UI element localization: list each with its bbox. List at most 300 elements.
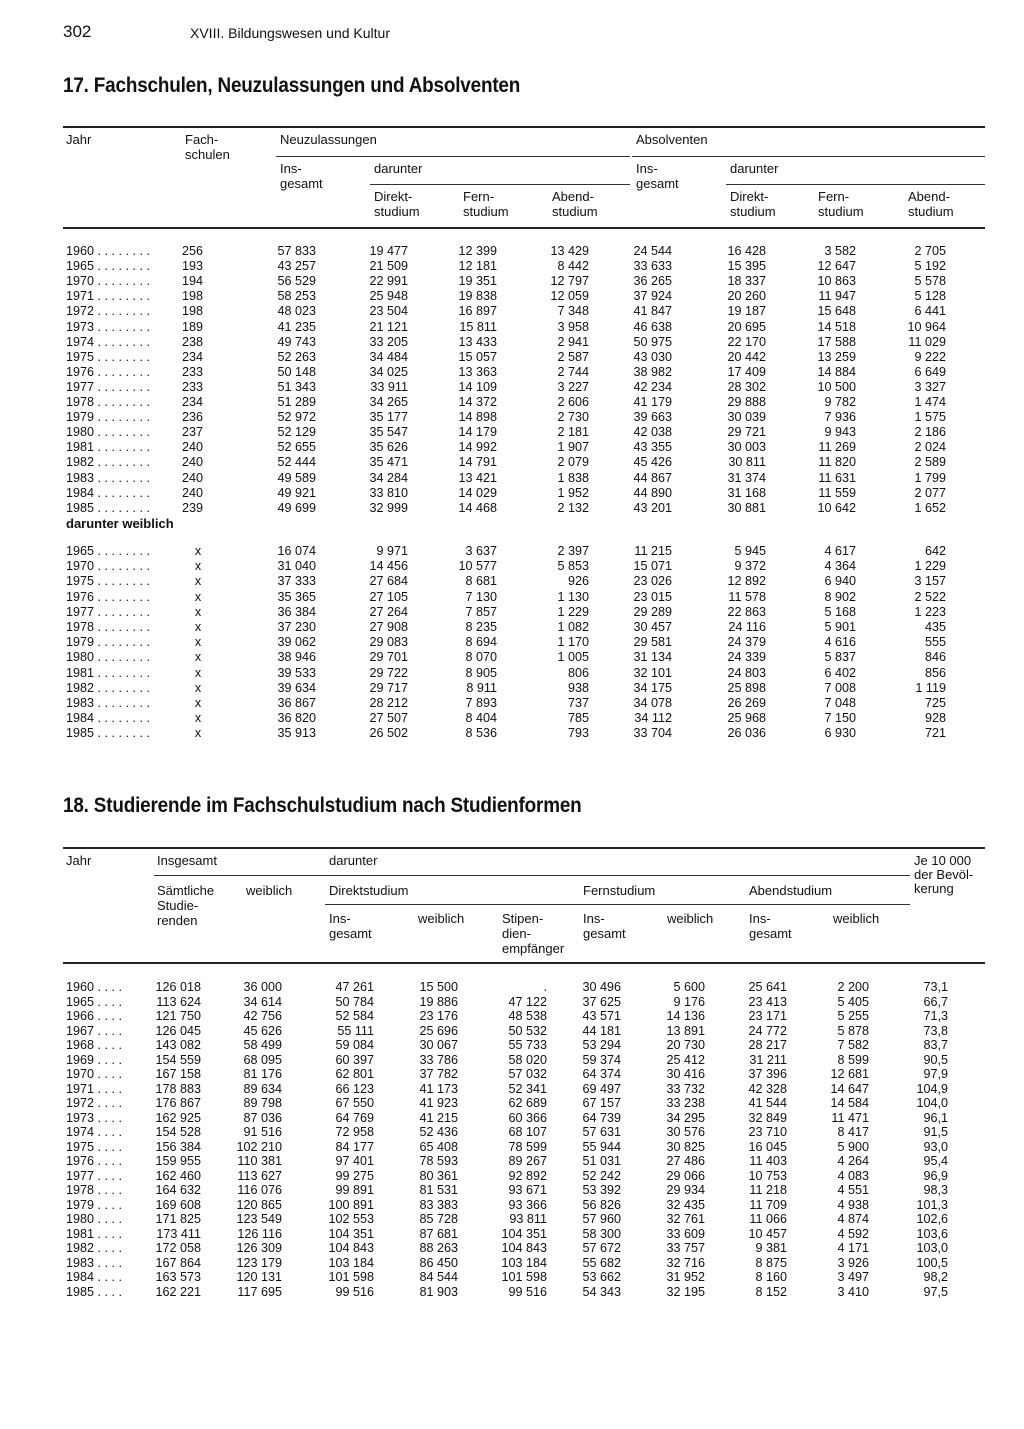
cell-abend-insgesamt: 8 160: [755, 1270, 787, 1284]
cell-jahr: 1972 . . . .: [66, 1096, 123, 1110]
cell-weiblich: 120 131: [236, 1270, 282, 1284]
cell-abs-fern: 11 631: [818, 470, 856, 485]
cell-fern-insgesamt: 69 497: [582, 1081, 621, 1096]
cell-stipendien: 93 811: [509, 1212, 547, 1226]
cell-abs-abend: 721: [924, 726, 946, 741]
cell-neu-fern: 19 838: [458, 289, 497, 304]
cell-abs-fern: 15 648: [817, 304, 856, 319]
cell-jahr: 1980 . . . . . . . .: [66, 650, 150, 665]
cell-neu-direkt: 14 456: [369, 559, 408, 574]
cell-direkt-weiblich: 78 593: [419, 1154, 458, 1168]
table-row: [0, 1270, 1024, 1284]
cell-je-10000: 103,6: [916, 1226, 948, 1241]
cell-direkt-insgesamt: 60 397: [335, 1052, 374, 1067]
cell-fern-insgesamt: 37 625: [582, 994, 621, 1009]
cell-abend-weiblich: 4 938: [837, 1197, 869, 1212]
table-row: [0, 501, 1024, 515]
cell-jahr: 1979 . . . . . . . .: [66, 635, 150, 650]
cell-abs-fern: 12 647: [817, 259, 856, 274]
table-row: [0, 1227, 1024, 1241]
cell-abs-abend: 5 578: [914, 274, 946, 289]
table-row: [0, 544, 1024, 558]
cell-direkt-weiblich: 37 782: [419, 1067, 458, 1081]
cell-abend-weiblich: 5 405: [837, 994, 869, 1009]
cell-jahr: 1967 . . . .: [66, 1023, 123, 1038]
cell-abs-insgesamt: 44 867: [633, 470, 672, 485]
cell-weiblich: 113 627: [237, 1168, 282, 1183]
cell-direkt-weiblich: 81 903: [419, 1284, 458, 1299]
cell-fachschulen: x: [194, 544, 202, 558]
cell-neu-insgesamt: 39 533: [277, 665, 316, 680]
cell-abs-direkt: 9 372: [734, 559, 766, 574]
cell-abs-insgesamt: 29 581: [633, 635, 672, 650]
cell-abs-fern: 10 500: [817, 379, 856, 394]
cell-neu-direkt: 35 626: [369, 440, 408, 455]
cell-saemtliche: 113 624: [156, 994, 201, 1009]
cell-neu-abend: 1 005: [557, 650, 589, 665]
cell-neu-direkt: 27 264: [369, 604, 408, 619]
cell-abs-fern: 17 588: [817, 334, 856, 349]
cell-fern-insgesamt: 55 944: [582, 1139, 621, 1154]
cell-abs-abend: 928: [924, 711, 946, 726]
cell-jahr: 1978 . . . . . . . .: [66, 395, 150, 409]
col-abend-insgesamt-1: Ins-: [749, 911, 771, 926]
cell-abs-abend: 725: [924, 696, 946, 710]
table-18-title: 18. Studierende im Fachschulstudium nach Studienformen: [63, 794, 582, 817]
cell-stipendien: 93 671: [508, 1183, 547, 1197]
cell-neu-insgesamt: 35 365: [277, 589, 316, 604]
table-row: [0, 455, 1024, 469]
cell-abs-abend: 846: [924, 650, 946, 665]
cell-jahr: 1966 . . . .: [66, 1009, 123, 1023]
cell-neu-insgesamt: 52 129: [277, 425, 316, 440]
cell-direkt-insgesamt: 67 550: [335, 1096, 374, 1110]
cell-je-10000: 101,3: [916, 1197, 948, 1212]
cell-abs-insgesamt: 30 457: [633, 620, 672, 634]
cell-je-10000: 73,1: [923, 980, 948, 994]
cell-saemtliche: 172 058: [155, 1241, 201, 1255]
cell-jahr: 1974 . . . . . . . .: [66, 334, 150, 349]
cell-jahr: 1983 . . . . . . . .: [66, 470, 150, 485]
col-neu-fern-1: Fern-: [463, 189, 495, 204]
cell-jahr: 1973 . . . . . . . .: [66, 319, 150, 334]
cell-direkt-insgesamt: 55 111: [337, 1023, 374, 1038]
cell-fern-weiblich: 9 176: [673, 994, 705, 1009]
chapter-title: XVIII. Bildungswesen und Kultur: [190, 25, 391, 41]
cell-neu-insgesamt: 51 343: [277, 379, 316, 394]
cell-abs-fern: 4 364: [824, 559, 856, 574]
table-row: [0, 590, 1024, 604]
cell-abs-abend: 1 474: [914, 395, 946, 409]
cell-abend-insgesamt: 42 328: [748, 1081, 787, 1096]
cell-neu-direkt: 21 121: [369, 319, 408, 334]
cell-neu-abend: 806: [567, 665, 589, 680]
cell-je-10000: 97,5: [923, 1284, 948, 1299]
cell-neu-fern: 14 992: [458, 440, 497, 455]
cell-neu-abend: 2 587: [557, 349, 589, 364]
cell-stipendien: 60 366: [508, 1110, 547, 1125]
cell-abs-insgesamt: 38 982: [633, 364, 672, 379]
cell-neu-abend: 737: [567, 696, 589, 710]
cell-weiblich: 117 695: [237, 1284, 282, 1299]
table-row: [0, 380, 1024, 394]
cell-abs-direkt: 30 881: [727, 500, 766, 515]
cell-direkt-weiblich: 84 544: [419, 1270, 458, 1284]
cell-abs-insgesamt: 50 975: [633, 334, 672, 349]
cell-abs-insgesamt: 42 234: [633, 379, 672, 394]
cell-weiblich: 91 516: [243, 1125, 282, 1139]
cell-abs-abend: 3 327: [914, 379, 946, 394]
table-row: [0, 1111, 1024, 1125]
cell-jahr: 1976 . . . . . . . .: [66, 364, 150, 379]
cell-abs-fern: 11 559: [818, 485, 856, 500]
cell-jahr: 1983 . . . .: [66, 1255, 123, 1270]
cell-fern-weiblich: 5 600: [673, 980, 705, 994]
cell-neu-fern: 8 070: [465, 650, 497, 665]
cell-neu-insgesamt: 37 230: [277, 620, 316, 634]
table-row: [0, 1125, 1024, 1139]
cell-je-10000: 83,7: [923, 1038, 948, 1052]
cell-fachschulen: 234: [181, 349, 203, 364]
cell-neu-fern: 15 811: [459, 319, 497, 334]
table-row: [0, 425, 1024, 439]
table-row: [0, 1169, 1024, 1183]
cell-abend-insgesamt: 8 875: [755, 1255, 787, 1270]
cell-direkt-insgesamt: 50 784: [335, 994, 374, 1009]
cell-neu-fern: 8 235: [465, 620, 497, 634]
cell-abs-direkt: 24 379: [727, 635, 766, 650]
cell-jahr: 1965 . . . . . . . .: [66, 259, 150, 274]
cell-neu-fern: 8 536: [465, 726, 497, 741]
cell-abs-abend: 2 705: [914, 244, 946, 258]
col-je-10000-3: kerung: [914, 881, 954, 896]
cell-jahr: 1970 . . . . . . . .: [66, 274, 150, 289]
col-je-10000-2: der Bevöl-: [914, 867, 974, 882]
cell-direkt-weiblich: 65 408: [419, 1139, 458, 1154]
cell-neu-insgesamt: 52 263: [277, 349, 316, 364]
cell-abend-insgesamt: 11 709: [749, 1197, 787, 1212]
cell-abend-insgesamt: 37 396: [748, 1067, 787, 1081]
cell-abs-abend: 2 589: [914, 455, 946, 470]
cell-fachschulen: 256: [181, 244, 203, 258]
table-row: [0, 1009, 1024, 1023]
cell-abs-fern: 4 617: [824, 544, 856, 558]
cell-abs-insgesamt: 43 030: [633, 349, 672, 364]
cell-stipendien: 50 532: [508, 1023, 547, 1038]
cell-abend-insgesamt: 9 381: [755, 1241, 787, 1255]
cell-abs-direkt: 31 374: [727, 470, 766, 485]
cell-direkt-weiblich: 19 886: [419, 994, 458, 1009]
col-jahr: Jahr: [66, 853, 92, 868]
cell-saemtliche: 171 825: [155, 1212, 201, 1226]
col-neu-direkt-2: studium: [374, 204, 420, 219]
cell-abend-insgesamt: 23 413: [748, 994, 787, 1009]
cell-jahr: 1976 . . . . . . . .: [66, 589, 150, 604]
cell-fern-insgesamt: 57 672: [582, 1241, 621, 1255]
cell-fern-insgesamt: 55 682: [582, 1255, 621, 1270]
col-fachschulen-1: Fach-: [185, 132, 219, 147]
table-row: [0, 486, 1024, 500]
cell-fachschulen: 233: [181, 364, 203, 379]
cell-neu-direkt: 29 717: [369, 680, 408, 695]
cell-jahr: 1980 . . . . . . . .: [66, 425, 150, 440]
cell-abs-direkt: 30 039: [727, 410, 766, 425]
cell-abs-direkt: 28 302: [727, 379, 766, 394]
cell-fern-weiblich: 25 412: [666, 1052, 705, 1067]
cell-abend-weiblich: 11 471: [831, 1110, 869, 1125]
cell-jahr: 1979 . . . . . . . .: [66, 410, 150, 425]
cell-stipendien: 101 598: [501, 1270, 547, 1284]
cell-abs-fern: 7 008: [824, 680, 856, 695]
cell-abend-weiblich: 14 584: [830, 1096, 869, 1110]
cell-fern-weiblich: 32 435: [666, 1197, 705, 1212]
cell-jahr: 1972 . . . . . . . .: [66, 304, 150, 319]
cell-jahr: 1977 . . . .: [66, 1168, 123, 1183]
cell-abs-direkt: 22 863: [727, 604, 766, 619]
table-row: [0, 605, 1024, 619]
col-fern-insgesamt-1: Ins-: [583, 911, 605, 926]
cell-jahr: 1984 . . . . . . . .: [66, 485, 150, 500]
cell-jahr: 1985 . . . . . . . .: [66, 500, 150, 515]
cell-saemtliche: 167 864: [155, 1255, 201, 1270]
cell-fern-weiblich: 33 732: [666, 1081, 705, 1096]
cell-abs-insgesamt: 36 265: [633, 274, 672, 289]
cell-neu-direkt: 29 083: [369, 635, 408, 650]
col-darunter: darunter: [329, 853, 378, 868]
cell-direkt-weiblich: 23 176: [419, 1009, 458, 1023]
col-fernstudium: Fernstudium: [583, 883, 656, 898]
cell-abs-fern: 7 150: [824, 711, 856, 726]
cell-fern-weiblich: 27 486: [666, 1154, 705, 1168]
cell-neu-insgesamt: 49 589: [277, 470, 316, 485]
cell-neu-direkt: 27 908: [369, 620, 408, 634]
col-abendstudium: Abendstudium: [749, 883, 833, 898]
cell-abs-direkt: 30 811: [728, 455, 766, 470]
col-neu-insgesamt-1: Ins-: [280, 161, 302, 176]
cell-neu-abend: 2 079: [557, 455, 589, 470]
col-abs-darunter: darunter: [730, 161, 779, 176]
cell-fern-insgesamt: 44 181: [582, 1023, 621, 1038]
table-row: [0, 1256, 1024, 1270]
cell-fachschulen: x: [194, 650, 202, 665]
cell-fern-insgesamt: 53 392: [582, 1183, 621, 1197]
cell-fachschulen: x: [194, 620, 202, 634]
cell-fern-weiblich: 34 295: [666, 1110, 705, 1125]
table-row: [0, 1285, 1024, 1299]
cell-fachschulen: 240: [181, 455, 203, 470]
cell-stipendien: 103 184: [501, 1255, 547, 1270]
table-row: [0, 711, 1024, 725]
page-number: 302: [63, 22, 92, 41]
table-row: [0, 681, 1024, 695]
cell-direkt-insgesamt: 66 123: [335, 1081, 374, 1096]
cell-jahr: 1977 . . . . . . . .: [66, 604, 150, 619]
col-direkt-insgesamt-1: Ins-: [329, 911, 351, 926]
cell-neu-fern: 3 637: [465, 544, 497, 558]
cell-abend-insgesamt: 11 218: [749, 1183, 787, 1197]
cell-direkt-weiblich: 30 067: [419, 1038, 458, 1052]
cell-neu-direkt: 35 177: [369, 410, 408, 425]
cell-neu-direkt: 9 971: [376, 544, 408, 558]
col-fachschulen-2: schulen: [185, 147, 230, 162]
cell-jahr: 1985 . . . . . . . .: [66, 726, 150, 741]
table-row: [0, 1038, 1024, 1052]
cell-fern-insgesamt: 54 343: [582, 1284, 621, 1299]
table-row: [0, 440, 1024, 454]
cell-fern-weiblich: 30 825: [666, 1139, 705, 1154]
cell-neu-insgesamt: 56 529: [277, 274, 316, 289]
cell-neu-fern: 12 181: [458, 259, 497, 274]
col-abend-weiblich: weiblich: [833, 911, 880, 926]
cell-abend-insgesamt: 24 772: [748, 1023, 787, 1038]
cell-saemtliche: 154 559: [155, 1052, 201, 1067]
cell-jahr: 1985 . . . .: [66, 1284, 123, 1299]
table-row: [0, 259, 1024, 273]
cell-direkt-insgesamt: 99 275: [335, 1168, 374, 1183]
table-row: [0, 1053, 1024, 1067]
cell-je-10000: 96,9: [923, 1168, 948, 1183]
cell-neu-fern: 7 857: [465, 604, 497, 619]
cell-fern-weiblich: 14 136: [666, 1009, 705, 1023]
cell-abs-direkt: 18 337: [727, 274, 766, 289]
cell-neu-direkt: 27 684: [369, 574, 408, 589]
cell-direkt-insgesamt: 99 891: [335, 1183, 374, 1197]
cell-neu-insgesamt: 52 972: [277, 410, 316, 425]
cell-abs-fern: 5 901: [824, 620, 856, 634]
cell-neu-fern: 13 433: [458, 334, 497, 349]
cell-jahr: 1980 . . . .: [66, 1212, 123, 1226]
cell-je-10000: 97,9: [923, 1067, 948, 1081]
col-weiblich: weiblich: [246, 883, 293, 898]
col-saemtliche-3: renden: [157, 913, 198, 928]
cell-fachschulen: 238: [181, 334, 203, 349]
cell-neu-insgesamt: 52 655: [277, 440, 316, 455]
cell-neu-abend: 3 958: [557, 319, 589, 334]
cell-fern-insgesamt: 67 157: [582, 1096, 621, 1110]
cell-direkt-insgesamt: 72 958: [335, 1125, 374, 1139]
cell-neu-insgesamt: 41 235: [277, 319, 316, 334]
cell-neu-abend: 5 853: [557, 559, 589, 574]
cell-neu-abend: 7 348: [557, 304, 589, 319]
cell-abs-direkt: 20 260: [727, 289, 766, 304]
cell-neu-fern: 13 421: [458, 470, 497, 485]
col-je-10000-1: Je 10 000: [914, 853, 972, 868]
cell-abs-insgesamt: 32 101: [633, 665, 672, 680]
cell-fern-insgesamt: 43 571: [582, 1009, 621, 1023]
cell-stipendien: .: [543, 980, 547, 994]
cell-neu-fern: 14 898: [458, 410, 497, 425]
cell-stipendien: 62 689: [508, 1096, 547, 1110]
col-abs-abend-2: studium: [908, 204, 954, 219]
cell-fachschulen: x: [194, 635, 202, 650]
cell-jahr: 1981 . . . .: [66, 1226, 123, 1241]
cell-neu-insgesamt: 49 921: [277, 485, 316, 500]
cell-neu-direkt: 29 722: [369, 665, 408, 680]
col-neu-direkt-1: Direkt-: [374, 189, 413, 204]
cell-fern-insgesamt: 57 960: [582, 1212, 621, 1226]
cell-abend-weiblich: 3 410: [837, 1284, 869, 1299]
col-stipendien-1: Stipen-: [502, 911, 544, 926]
cell-abend-weiblich: 7 582: [837, 1038, 869, 1052]
cell-neu-abend: 793: [567, 726, 589, 741]
cell-neu-direkt: 21 509: [369, 259, 408, 274]
cell-fachschulen: 234: [181, 395, 203, 409]
cell-abs-direkt: 24 803: [727, 665, 766, 680]
cell-je-10000: 91,5: [923, 1125, 948, 1139]
cell-neu-direkt: 34 265: [369, 395, 408, 409]
cell-fern-weiblich: 13 891: [666, 1023, 705, 1038]
cell-jahr: 1975 . . . . . . . .: [66, 574, 150, 589]
cell-abs-insgesamt: 37 924: [633, 289, 672, 304]
cell-stipendien: 52 341: [508, 1081, 547, 1096]
cell-jahr: 1981 . . . . . . . .: [66, 665, 150, 680]
cell-saemtliche: 143 082: [155, 1038, 201, 1052]
table-row: [0, 365, 1024, 379]
cell-jahr: 1960 . . . . . . . .: [66, 244, 150, 258]
cell-jahr: 1979 . . . .: [66, 1197, 123, 1212]
cell-abs-fern: 10 863: [817, 274, 856, 289]
table-row: [0, 1198, 1024, 1212]
cell-neu-fern: 7 130: [465, 589, 497, 604]
col-saemtliche-2: Studie-: [157, 898, 199, 913]
cell-abs-insgesamt: 24 544: [633, 244, 672, 258]
cell-neu-abend: 2 730: [557, 410, 589, 425]
cell-abend-insgesamt: 10 753: [748, 1168, 787, 1183]
cell-abs-insgesamt: 34 112: [634, 711, 672, 726]
cell-abs-fern: 6 940: [824, 574, 856, 589]
cell-neu-direkt: 19 477: [369, 244, 408, 258]
cell-stipendien: 104 843: [501, 1241, 547, 1255]
cell-direkt-weiblich: 33 786: [419, 1052, 458, 1067]
cell-abs-abend: 9 222: [914, 349, 946, 364]
cell-abs-insgesamt: 33 704: [633, 726, 672, 741]
cell-neu-direkt: 34 484: [369, 349, 408, 364]
cell-stipendien: 99 516: [508, 1284, 547, 1299]
cell-abs-fern: 5 837: [824, 650, 856, 665]
cell-neu-abend: 12 059: [550, 289, 589, 304]
cell-neu-direkt: 25 948: [369, 289, 408, 304]
table-row: [0, 574, 1024, 588]
cell-jahr: 1982 . . . . . . . .: [66, 455, 150, 470]
col-neu-insgesamt-2: gesamt: [280, 176, 323, 191]
cell-neu-abend: 12 797: [550, 274, 589, 289]
cell-fachschulen: x: [194, 559, 202, 574]
cell-neu-direkt: 27 105: [369, 589, 408, 604]
cell-direkt-weiblich: 52 436: [419, 1125, 458, 1139]
cell-fachschulen: 198: [181, 289, 203, 304]
cell-neu-fern: 8 905: [465, 665, 497, 680]
cell-direkt-insgesamt: 104 843: [328, 1241, 374, 1255]
cell-jahr: 1982 . . . .: [66, 1241, 123, 1255]
cell-abs-fern: 11 820: [818, 455, 856, 470]
cell-abs-abend: 2 024: [914, 440, 946, 455]
cell-fern-weiblich: 32 761: [666, 1212, 705, 1226]
cell-abs-fern: 9 943: [824, 425, 856, 440]
cell-direkt-weiblich: 25 696: [419, 1023, 458, 1038]
col-neu-abend-2: studium: [552, 204, 598, 219]
table-row: [0, 980, 1024, 994]
table-row: [0, 1140, 1024, 1154]
cell-fachschulen: x: [194, 711, 202, 726]
cell-abs-abend: 2 186: [914, 425, 946, 440]
col-abs-insgesamt-1: Ins-: [636, 161, 658, 176]
cell-fachschulen: x: [194, 574, 202, 589]
cell-direkt-insgesamt: 102 553: [328, 1212, 374, 1226]
cell-direkt-insgesamt: 100 891: [328, 1197, 374, 1212]
cell-abs-direkt: 25 968: [727, 711, 766, 726]
cell-neu-fern: 14 468: [458, 500, 497, 515]
cell-neu-direkt: 23 504: [369, 304, 408, 319]
